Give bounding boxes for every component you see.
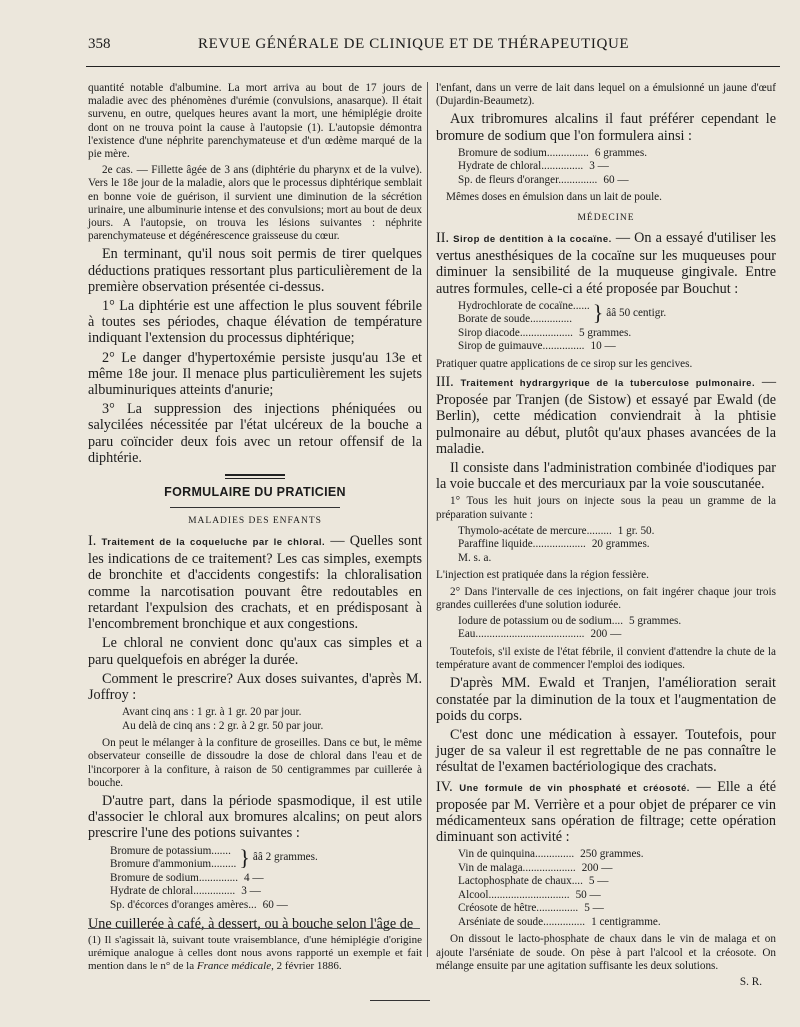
- footnote: [88, 934, 422, 973]
- prescription: [458, 300, 776, 354]
- ingredient-quantity: 5 grammes.: [629, 614, 682, 627]
- section-title: FORMULAIRE DU PRATICIEN: [164, 485, 346, 500]
- ingredient-quantity: 250 grammes.: [580, 848, 644, 861]
- subsection-heading: MALADIES DES ENFANTS: [188, 515, 322, 526]
- ingredient-quantity: 6 grammes.: [594, 146, 648, 159]
- prescription-row: [458, 160, 776, 174]
- ingredient-quantity: ââ 50 centigr.: [606, 306, 667, 319]
- paragraph: Il consiste dans l'administration combinée d'iodiques par la voie buccale et des mercuriaux par la voie souscutanée.: [436, 460, 776, 493]
- ingredient-quantity: 200 —: [590, 628, 622, 641]
- paragraph: Comment le prescrire? Aux doses suivantes, d'après M. Joffroy :: [88, 670, 422, 703]
- subsection-heading: MÉDECINE: [577, 212, 635, 223]
- ingredient-quantity: 20 grammes.: [591, 538, 650, 551]
- prescription-row: [458, 340, 776, 354]
- prescription-row: [458, 615, 776, 629]
- dosage-line: Avant cinq ans : 1 gr. à 1 gr. 20 par jour.: [122, 706, 302, 719]
- article-text: — On a essayé d'utiliser les vertus anesthésiques de la cocaïne sur les muqueuses pour diminuer la sensibilité de la muqueuse gingivale. Entre autres formules, celle-ci a été proposée par Bouchut :: [436, 230, 777, 297]
- dosage-block: [110, 706, 422, 733]
- prescription-row: [110, 885, 422, 899]
- prescription-row: [458, 147, 776, 161]
- paragraph: D'après MM. Ewald et Tranjen, l'amélioration serait constatée par la diminution de la toux et l'augmentation de poids du corps.: [436, 675, 776, 724]
- article-number: III.: [436, 374, 454, 391]
- paragraph: 1° Tous les huit jours on injecte sous la peau un gramme de la préparation suivante :: [436, 495, 776, 521]
- ingredient-name: Hydrate de chloral...............: [458, 160, 584, 173]
- ingredient-quantity: 10 —: [590, 340, 616, 353]
- paragraph: En terminant, qu'il nous soit permis de tirer quelques déductions pratiques ressortant plus particulièrement de la première observation présentée ci-dessus.: [88, 246, 422, 295]
- paragraph: On peut le mélanger à la confiture de groseilles. Dans ce but, le même observateur conseille de dissoudre la dose de chloral dans l'eau et de l'incorporer à la confiture, à raison de 50 centigrammes par cuillerée à bouche.: [88, 737, 422, 789]
- ingredient-quantity: 4 —: [244, 871, 264, 884]
- journal-title: France médicale: [196, 960, 272, 972]
- prescription-row: [458, 327, 776, 341]
- prescription-row: [110, 845, 236, 859]
- ingredient-name: Sp. de fleurs d'oranger..............: [458, 173, 598, 186]
- ingredient-name: Bromure de potassium.......: [110, 844, 231, 857]
- prescription-row: [110, 899, 422, 913]
- article-paragraph: [436, 374, 776, 457]
- article-heading: Traitement de la coqueluche par le chloral.: [101, 537, 326, 549]
- ingredient-name: Créosote de hêtre...............: [458, 902, 579, 915]
- ingredient-quantity: 1 centigramme.: [591, 915, 661, 928]
- prescription-row: [458, 902, 776, 916]
- paragraph: l'enfant, dans un verre de lait dans lequel on a émulsionné un jaune d'œuf (Dujardin-Beaumetz).: [436, 82, 776, 108]
- section-rule: [225, 474, 285, 479]
- ingredient-name: Hydrochlorate de cocaïne......: [458, 299, 590, 312]
- signature: S. R.: [739, 976, 762, 989]
- ingredient-name: Bromure d'ammonium.........: [110, 858, 237, 871]
- ingredient-name: Alcool.............................: [458, 888, 570, 901]
- article-paragraph: [436, 230, 776, 297]
- right-column: [436, 82, 776, 989]
- ingredient-quantity: 60 —: [262, 898, 288, 911]
- ingredient-quantity: 60 —: [603, 173, 629, 186]
- paragraph: Le chloral ne convient donc qu'aux cas simples et a paru quelquefois en abréger la durée.: [88, 635, 422, 668]
- paragraph: Une cuillerée à café, à dessert, ou à bouche selon l'âge de: [88, 916, 414, 933]
- column-divider: [427, 82, 428, 957]
- prescription-row: [458, 525, 776, 539]
- paragraph: 3° La suppression des injections phéniquées ou salycilées nécessitée par l'état ulcéreux de la bouche a paru coïncider deux fois avec un retour offensif de la diphtérie.: [88, 401, 422, 466]
- article-paragraph: [88, 533, 422, 632]
- prescription-row: [458, 538, 776, 552]
- prescription-note: Pratiquer quatre applications de ce sirop sur les gencives.: [436, 357, 693, 370]
- prescription: [458, 615, 776, 642]
- ingredient-quantity: 200 —: [581, 861, 613, 874]
- paragraph: Toutefois, s'il existe de l'état fébrile, il convient d'attendre la chute de la température avant de commencer l'emploi des iodiques.: [436, 645, 776, 672]
- ingredient-name: Eau.......................................: [458, 628, 585, 641]
- ingredient-name: Thymolo-acétate de mercure.........: [458, 524, 612, 537]
- article-paragraph: [436, 779, 776, 846]
- article-heading: Sirop de dentition à la cocaïne.: [453, 234, 612, 246]
- prescription-row: [458, 313, 590, 327]
- prescription-row: [458, 848, 776, 862]
- prescription-row: [458, 875, 776, 889]
- page-number: 358: [88, 36, 111, 52]
- prescription-row: [458, 916, 776, 930]
- article-text: — Proposée par Tranjen (de Sistow) et essayé par Ewald (de Berlin), cette médication conviendrait à la phtisie pulmonaire au début, plutôt qu'aux phases avancées de la maladie.: [436, 374, 777, 457]
- ingredient-name: Sp. d'écorces d'oranges amères...: [110, 898, 257, 911]
- ingredient-name: Vin de quinquina..............: [458, 848, 575, 861]
- ingredient-name: Iodure de potassium ou de sodium....: [458, 614, 623, 627]
- dosage-line: Au delà de cinq ans : 2 gr. à 2 gr. 50 par jour.: [122, 719, 324, 732]
- prescription-row: [458, 889, 776, 903]
- ingredient-quantity: 1 gr. 50.: [617, 524, 655, 537]
- braced-ingredients: [458, 300, 776, 327]
- ingredient-quantity: 5 grammes.: [578, 326, 632, 339]
- braced-ingredients: [110, 845, 422, 872]
- page-end-rule: [370, 1000, 430, 1001]
- page-header: [88, 36, 778, 58]
- ingredient-name: Arséniate de soude...............: [458, 915, 586, 928]
- ingredient-quantity: 3 —: [241, 885, 261, 898]
- prescription-row: [110, 858, 236, 872]
- paragraph: 2° Dans l'intervalle de ces injections, on fait ingérer chaque jour trois grandes cuillerées d'une solution iodurée.: [436, 585, 776, 611]
- prescription: [458, 525, 776, 566]
- article-heading: Une formule de vin phosphaté et créosoté.: [459, 782, 690, 794]
- prescription: [458, 848, 776, 929]
- ingredient-name: Bromure de sodium..............: [110, 871, 239, 884]
- ingredient-quantity: 5 —: [588, 875, 609, 888]
- paragraph: 2e cas. — Fillette âgée de 3 ans (diphtérie du pharynx et de la vulve). Vers le 18e jour de la maladie, alors que le processus diphtérique semblait en bonne voie de guérison, il survient une diminution de la sécrétion urinaire, une albuminurie intense et des convulsions; mort au bout de deux jours. A l'autopsie, on trouva les lésions suivantes : néphrite parenchymateuse et dégénérescence graisseuse du cœur.: [88, 164, 422, 243]
- article-heading: Traitement hydrargyrique de la tuberculose pulmonaire.: [460, 378, 756, 390]
- paragraph: C'est donc une médication à essayer. Toutefois, pour juger de sa valeur il est regrettable de ne pas connaître le résultat de l'examen bactériologique des crachats.: [436, 726, 776, 776]
- brace-symbol: }: [592, 300, 604, 326]
- ingredient-name: Sirop de guimauve...............: [458, 340, 585, 353]
- prescription: [110, 845, 422, 913]
- prescription-row: [458, 862, 776, 876]
- ingredient-name: M. s. a.: [458, 551, 492, 564]
- article-text: — Elle a été proposée par M. Verrière et a pour objet de préparer ce vin médicamenteux sans opération de filtrage; cette opération diminuant son activité :: [436, 778, 777, 846]
- left-column: [88, 82, 422, 935]
- footnote-text: , 2 février 1886.: [271, 960, 342, 972]
- ingredient-quantity: 5 —: [584, 902, 604, 915]
- paragraph: On dissout le lacto-phosphate de chaux dans le vin de malaga et on ajoute l'arséniate de soude. On pèse à part l'alcool et la créosote. On mélange ensuite par une agitation suffisante les deux solutions.: [436, 933, 776, 972]
- prescription: [458, 147, 776, 188]
- prescription-row: [458, 552, 776, 566]
- footnote-rule: [88, 928, 420, 929]
- title-rule: [170, 507, 340, 508]
- ingredient-quantity: 3 —: [589, 160, 609, 173]
- ingredient-name: Vin de malaga...................: [458, 861, 576, 874]
- article-number: II.: [436, 230, 449, 247]
- ingredient-quantity: 50 —: [575, 888, 601, 901]
- article-text: — Quelles sont les indications de ce traitement? Les cas simples, exempts de bronchite et d'accidents congestifs: la chloralisation comme la narcotisation pouvant être redoutables en retardant l'expulsion des crachats, et en prédisposant à l'encombrement bronchique et aux congestions.: [88, 533, 423, 633]
- paragraph: quantité notable d'albumine. La mort arriva au bout de 17 jours de maladie avec des phénomènes d'urémie (convulsions, anasarque). Il était survenu, en outre, quelques heures avant la mort, une hémiplégie droite dont on ne trouva point la cause à l'autopsie (1). L'autopsie démontra l'existence d'une néphrite parenchymateuse et d'un œdème marqué de la pie mère.: [88, 82, 422, 161]
- brace-symbol: }: [239, 845, 250, 871]
- paragraph: L'injection est pratiquée dans la région fessière.: [436, 569, 649, 582]
- prescription-row: [458, 628, 776, 642]
- article-number: I.: [88, 533, 97, 550]
- ingredient-quantity: ââ 2 grammes.: [252, 851, 318, 864]
- paragraph: D'autre part, dans la période spasmodique, il est utile d'associer le chloral aux bromures alcalins; on peut alors prescrire l'une des potions suivantes :: [88, 792, 422, 842]
- ingredient-name: Lactophosphate de chaux....: [458, 875, 583, 888]
- header-rule: [86, 66, 780, 67]
- paragraph: 1° La diphtérie est une affection le plus souvent fébrile à toutes ses périodes, chaque élévation de température indiquant l'extension du processus diphtérique;: [88, 298, 422, 347]
- paragraph: Aux tribromures alcalins il faut préférer cependant le bromure de sodium que l'on formulera ainsi :: [436, 111, 776, 144]
- footnote-text: (1) Il s'agissait là, suivant toute vraisemblance, d'une hémiplégie d'origine urémique analogue à celles dont nous avons rapporté un exemple et fait mention dans le n° de la: [88, 934, 422, 972]
- article-number: IV.: [436, 778, 453, 795]
- prescription-note: Mêmes doses en émulsion dans un lait de poule.: [446, 191, 662, 204]
- ingredient-name: Paraffine liquide...................: [458, 538, 586, 551]
- ingredient-name: Hydrate de chloral...............: [110, 885, 236, 898]
- prescription-row: [458, 300, 590, 314]
- prescription-row: [458, 174, 776, 188]
- paragraph: 2° Le danger d'hypertoxémie persiste jusqu'au 13e et même 18e jour. Il menace plus particulièrement les sujets albuminuriques atteints d'anurie;: [88, 349, 422, 399]
- running-title: REVUE GÉNÉRALE DE CLINIQUE ET DE THÉRAPEUTIQUE: [198, 36, 630, 52]
- ingredient-name: Borate de soude...............: [458, 313, 573, 326]
- ingredient-name: Sirop diacode...................: [458, 326, 573, 339]
- prescription-row: [110, 872, 422, 886]
- ingredient-name: Bromure de sodium...............: [458, 146, 589, 159]
